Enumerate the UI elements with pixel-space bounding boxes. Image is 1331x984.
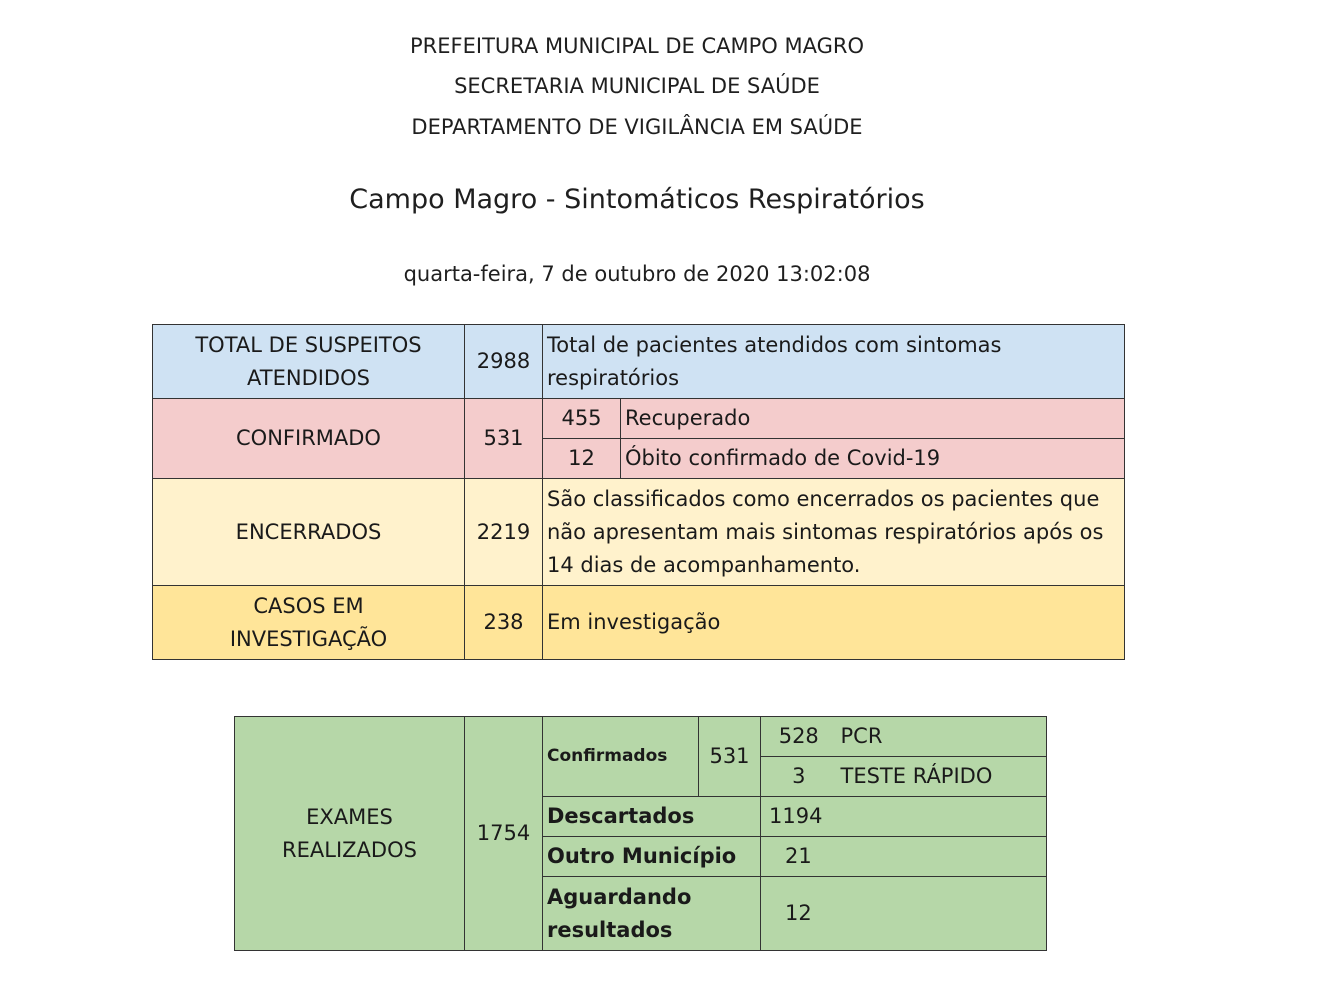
encerrados-label: ENCERRADOS	[153, 479, 465, 586]
encerrados-desc: São classificados como encerrados os pacientes que não apresentam mais sintomas respiratórios após os 14 dias de acompanhamento.	[543, 479, 1125, 586]
obito-value: 12	[543, 439, 621, 479]
header-prefeitura: PREFEITURA MUNICIPAL DE CAMPO MAGRO	[410, 34, 864, 58]
exames-label: EXAMES REALIZADOS	[235, 717, 465, 951]
confirmado-value: 531	[465, 399, 543, 479]
suspeitos-label: TOTAL DE SUSPEITOS ATENDIDOS	[153, 325, 465, 399]
row-confirmado-recuperado	[153, 399, 1125, 439]
exams-table	[234, 716, 1047, 951]
outro-value: 21	[761, 837, 1047, 877]
row-confirmados-pcr	[235, 717, 1047, 757]
encerrados-value: 2219	[465, 479, 543, 586]
pcr-label: PCR	[837, 717, 1047, 757]
recuperado-label: Recuperado	[621, 399, 1125, 439]
rapido-value: 3	[761, 757, 837, 797]
recuperado-value: 455	[543, 399, 621, 439]
outro-label: Outro Município	[543, 837, 761, 877]
investigacao-desc: Em investigação	[543, 586, 1125, 660]
header-departamento: DEPARTAMENTO DE VIGILÂNCIA EM SAÚDE	[411, 115, 863, 139]
rapido-label: TESTE RÁPIDO	[837, 757, 1047, 797]
suspeitos-desc: Total de pacientes atendidos com sintomas respiratórios	[543, 325, 1125, 399]
aguardando-label: Aguardando resultados	[543, 877, 761, 951]
confirmados-label: Confirmados	[543, 717, 699, 797]
report-title: Campo Magro - Sintomáticos Respiratórios	[349, 184, 925, 215]
pcr-value: 528	[761, 717, 837, 757]
exames-total: 1754	[465, 717, 543, 951]
obito-label: Óbito confirmado de Covid-19	[621, 439, 1125, 479]
investigacao-value: 238	[465, 586, 543, 660]
suspeitos-value: 2988	[465, 325, 543, 399]
row-suspeitos	[153, 325, 1125, 399]
descartados-value: 1194	[761, 797, 1047, 837]
confirmado-label: CONFIRMADO	[153, 399, 465, 479]
confirmados-value: 531	[699, 717, 761, 797]
investigacao-label: CASOS EM INVESTIGAÇÃO	[153, 586, 465, 660]
descartados-label: Descartados	[543, 797, 761, 837]
aguardando-value: 12	[761, 877, 1047, 951]
row-investigacao	[153, 586, 1125, 660]
summary-table	[152, 324, 1125, 660]
header-secretaria: SECRETARIA MUNICIPAL DE SAÚDE	[454, 74, 820, 98]
report-date: quarta-feira, 7 de outubro de 2020 13:02:08	[403, 262, 871, 286]
row-encerrados	[153, 479, 1125, 586]
